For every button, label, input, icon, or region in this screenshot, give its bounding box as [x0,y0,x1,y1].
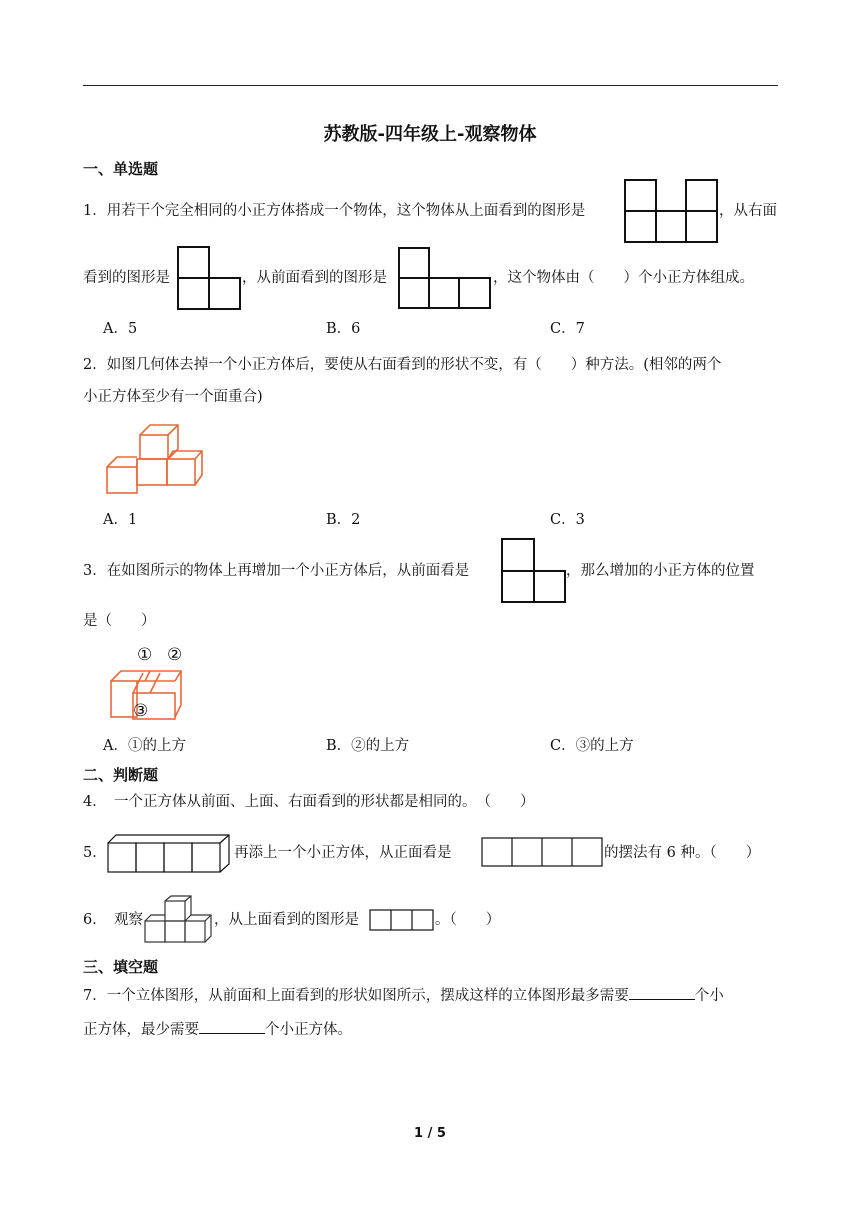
q1-option-b[interactable]: B．6 [326,321,361,337]
q3-option-a[interactable]: A．①的上方 [103,738,186,754]
q3-label-1: ① [137,645,153,665]
q7-line-1 [83,985,724,1006]
q1-front-view-figure [398,247,491,309]
q5-number: 5． [83,845,107,861]
q1-text-d: ，从前面看到的图形是 [242,270,387,286]
q1-text-e: ，这个物体由（ ）个小正方体组成。 [493,270,754,286]
q6-top-view-figure [369,909,434,931]
section-heading-3: 三、填空题 [83,958,159,976]
q3-label-2: ② [167,645,183,665]
q1-text-a: 1．用若干个完全相同的小正方体搭成一个物体，这个物体从上面看到的图形是 [83,203,586,219]
header-rule [83,85,778,86]
q1-option-c[interactable]: C．7 [550,321,585,337]
q1-top-view-figure [624,179,718,243]
q3-front-view-figure [501,538,566,603]
q3-text-a: 3．在如图所示的物体上再增加一个小正方体后，从前面看是 [83,563,470,579]
q5-text-b: 的摆法有 6 种。（ ） [604,845,761,861]
q1-right-view-figure [177,246,241,310]
q6-cube-figure [143,895,215,945]
q2-text-b: 小正方体至少有一个面重合) [83,389,263,405]
q1-option-a[interactable]: A．5 [103,321,138,337]
q3-option-b[interactable]: B．②的上方 [326,738,410,754]
q4-text: 4． 一个正方体从前面、上面、右面看到的形状都是相同的。 （ ） [83,794,535,810]
page-number: 1 / 5 [414,1126,446,1141]
q5-cube-row-figure [107,834,233,874]
q5-front-view-figure [481,837,603,867]
q6-text-a: ，从上面看到的图形是 [214,912,359,928]
section-heading-1: 一、单选题 [83,160,159,178]
q2-option-b[interactable]: B．2 [326,512,361,528]
q2-cube-figure [105,422,205,497]
q7-text-d: 个小正方体。 [265,1022,352,1038]
q6-text-b: 。（ ） [435,912,501,928]
q6-text-num: 6． 观察 [83,912,143,928]
q2-option-c[interactable]: C．3 [550,512,585,528]
q3-text-c: 是（ ） [83,613,156,629]
q7-blank-max[interactable] [629,985,695,1000]
q3-cube-figure [105,645,195,725]
q7-line-2 [83,1019,352,1040]
q3-label-3: ③ [133,701,149,721]
q3-option-c[interactable]: C．③的上方 [550,738,634,754]
q2-text-a: 2．如图几何体去掉一个小正方体后，要使从右面看到的形状不变，有（ ）种方法。(相邻的两个 [83,357,722,373]
q7-text-b: 个小 [694,988,724,1004]
q7-text-c: 正方体，最少需要 [83,1022,199,1038]
q7-blank-min[interactable] [199,1019,265,1034]
q7-text-a: 7．一个立体图形，从前面和上面看到的形状如图所示，摆成这样的立体图形最多需要 [83,988,629,1004]
section-heading-2: 二、判断题 [83,766,159,784]
page-title: 苏教版-四年级上-观察物体 [323,124,537,145]
q5-text-a: 再添上一个小正方体，从正面看是 [234,845,452,861]
q3-text-b: ，那么增加的小正方体的位置 [566,563,755,579]
q2-option-a[interactable]: A．1 [103,512,138,528]
q1-text-c: 看到的图形是 [83,270,170,286]
q1-text-b: ，从右面 [719,203,777,219]
